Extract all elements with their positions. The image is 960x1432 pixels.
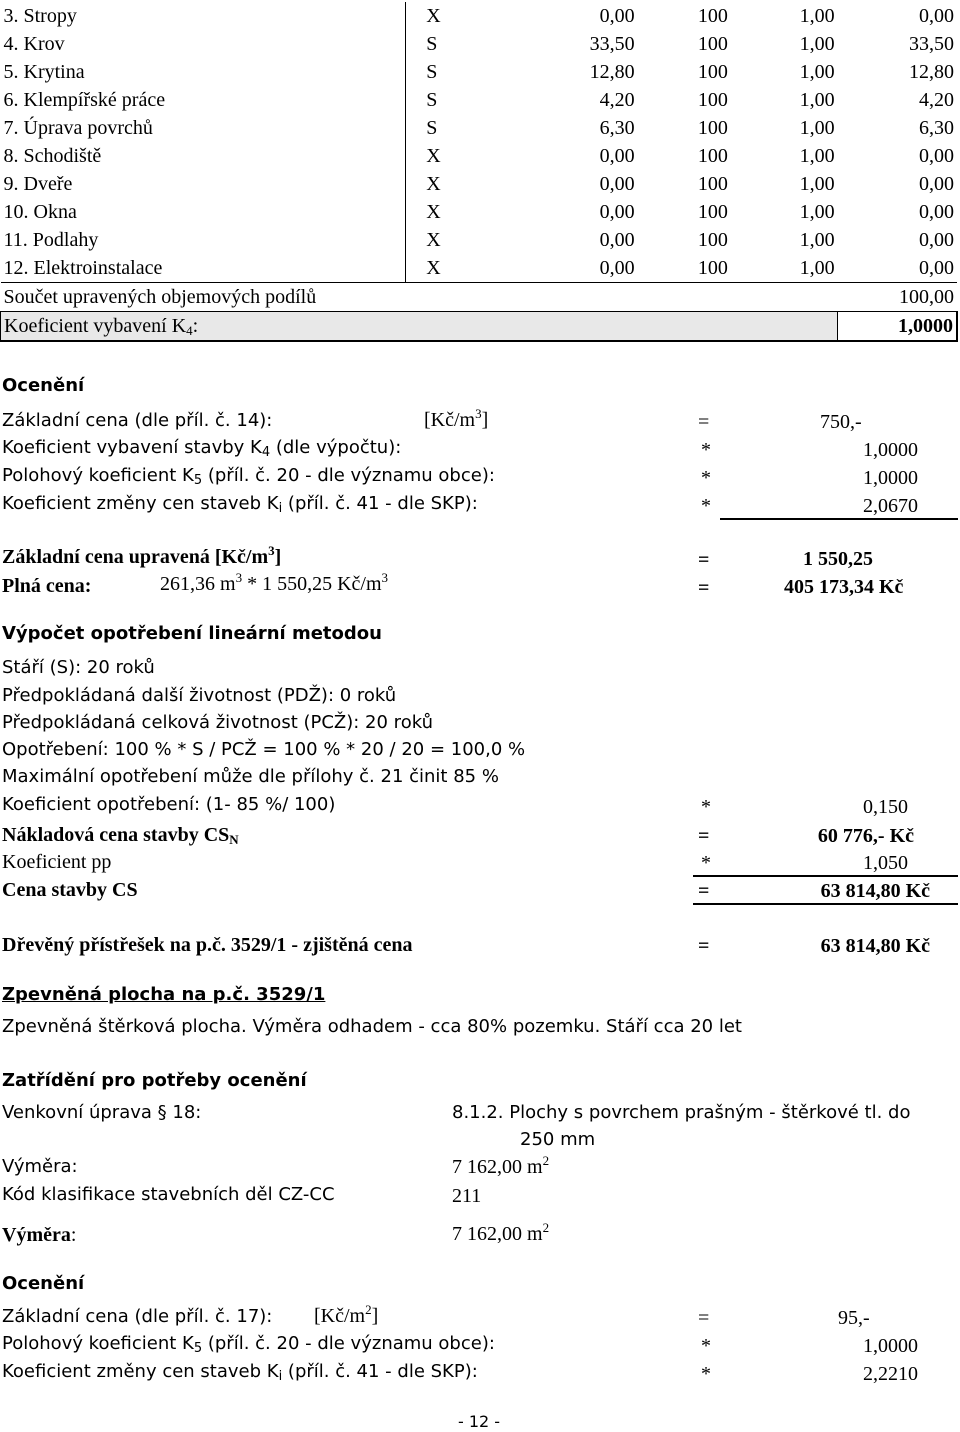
zakladni-cena2-op: =	[698, 1307, 710, 1329]
kib-value: 2,2210	[863, 1363, 918, 1385]
row-value-4: 0,00	[919, 173, 954, 195]
row-code: X	[426, 201, 441, 223]
table-row	[1, 254, 958, 283]
row-value-4: 33,50	[909, 33, 954, 55]
venkovni-uprava-value-line1: 8.1.2. Plochy s povrchem prašným - štěrkové tl. do	[452, 1102, 911, 1123]
kib-op: *	[701, 1363, 711, 1385]
row-name: 6. Klempířské práce	[1, 86, 406, 114]
koef-value: 1,0000	[838, 312, 957, 342]
zakladni-cena-label: Základní cena (dle příl. č. 14):	[2, 410, 273, 431]
row-value-1: 0,00	[599, 201, 635, 223]
cena-stavby-value: 63 814,80 Kč	[820, 880, 930, 902]
row-value-2: 100	[697, 229, 728, 251]
upravena-label: Základní cena upravená $[Kč/m^3]$	[2, 543, 282, 568]
row-value-4: 0,00	[919, 5, 954, 27]
table-row	[1, 226, 958, 254]
k5-label: Polohový koeficient $K_5$ (příl. č. 20 - dle významu obce):	[2, 465, 495, 488]
row-code: S	[426, 89, 438, 111]
row-name: 4. Krov	[1, 30, 406, 58]
row-value-1: 12,80	[589, 61, 635, 83]
zakladni-cena-op: =	[698, 411, 710, 433]
row-code: S	[426, 61, 438, 83]
k5-value: 1,0000	[863, 467, 918, 489]
zakladni-cena2-unit: $[Kč/m^2]$	[314, 1302, 379, 1327]
row-code: X	[426, 173, 441, 195]
row-value-1: 0,00	[599, 229, 635, 251]
row-value-2: 100	[697, 173, 728, 195]
row-value-1: 33,50	[589, 33, 635, 55]
k5-op: *	[701, 467, 711, 489]
koef-pp-value: 1,050	[863, 852, 908, 874]
cena-stavby-label: Cena stavby CS	[2, 879, 138, 901]
row-value-2: 100	[697, 201, 728, 223]
row-value-3: 1,00	[799, 201, 835, 223]
row-value-2: 100	[697, 61, 728, 83]
sum-value: 100,00	[838, 283, 957, 312]
venkovni-uprava-value-line2: 250 mm	[520, 1129, 596, 1150]
row-value-1: 6,30	[599, 117, 635, 139]
opotrebeni-heading: Výpočet opotřebení lineární metodou	[2, 623, 382, 644]
row-name: 9. Dveře	[1, 170, 406, 198]
ki-label: Koeficient změny cen staveb $K_i$ (příl. č. 41 - dle SKP):	[2, 493, 478, 516]
vymera-total-label: Výměra:	[2, 1224, 77, 1246]
row-value-3: 1,00	[799, 229, 835, 251]
plna-cena-op: =	[698, 577, 710, 599]
zatrideni-heading: Zatřídění pro potřeby ocenění	[2, 1070, 307, 1091]
zakladni-cena2-label: Základní cena (dle příl. č. 17):	[2, 1306, 273, 1327]
koef-label: Koeficient vybavení $K_4$:	[1, 312, 838, 342]
row-value-3: 1,00	[799, 117, 835, 139]
row-value-1: 0,00	[599, 145, 635, 167]
row-value-4: 12,80	[909, 61, 954, 83]
k4-op: *	[701, 439, 711, 461]
row-value-3: 1,00	[799, 145, 835, 167]
row-value-4: 6,30	[919, 117, 954, 139]
table-row	[1, 142, 958, 170]
pp-underline	[693, 875, 958, 877]
k4-label: Koeficient vybavení stavby $K_4$ (dle výpočtu):	[2, 437, 402, 460]
row-value-4: 0,00	[919, 229, 954, 251]
oceneni-heading: Ocenění	[2, 375, 85, 396]
k5b-value: 1,0000	[863, 1335, 918, 1357]
k4-value: 1,0000	[863, 439, 918, 461]
row-value-3: 1,00	[799, 5, 835, 27]
cost-table	[0, 2, 958, 342]
kod-label: Kód klasifikace stavebních děl CZ-CC	[2, 1184, 335, 1205]
row-code: S	[426, 117, 438, 139]
row-value-2: 100	[697, 5, 728, 27]
row-value-3: 1,00	[799, 173, 835, 195]
sum-label: Součet upravených objemových podílů	[1, 283, 838, 312]
ki-underline	[720, 518, 958, 520]
koef-opotrebeni-label: Koeficient opotřebení: (1- 85 %/ 100)	[2, 794, 336, 815]
row-value-3: 1,00	[799, 89, 835, 111]
row-value-4: 0,00	[919, 257, 954, 279]
zakladni-cena-value: 750,-	[820, 411, 862, 433]
zakladni-cena2-value: 95,-	[838, 1307, 870, 1329]
row-value-2: 100	[697, 33, 728, 55]
plocha-desc: Zpevněná štěrková plocha. Výměra odhadem - cca 80% pozemku. Stáří cca 20 let	[2, 1016, 742, 1037]
koef-pp-label: Koeficient pp	[2, 851, 112, 873]
row-value-3: 1,00	[799, 61, 835, 83]
table-row	[1, 198, 958, 226]
kod-value: 211	[452, 1185, 482, 1207]
table-row	[1, 2, 958, 30]
pristresek-value: 63 814,80 Kč	[820, 935, 930, 957]
row-value-4: 0,00	[919, 201, 954, 223]
row-code: X	[426, 145, 441, 167]
cost-table-body	[1, 2, 958, 283]
row-value-2: 100	[697, 117, 728, 139]
table-row	[1, 86, 958, 114]
nakladova-cena-value: 60 776,- Kč	[817, 825, 914, 847]
stari-text: Stáří (S): 20 roků	[2, 657, 155, 678]
plna-cena-label: Plná cena:	[2, 575, 92, 597]
k5b-label: Polohový koeficient $K_5$ (příl. č. 20 - dle významu obce):	[2, 1333, 495, 1356]
row-value-1: 0,00	[599, 173, 635, 195]
table-row	[1, 170, 958, 198]
vymera-label: Výměra:	[2, 1156, 78, 1177]
row-value-3: 1,00	[799, 33, 835, 55]
row-value-2: 100	[697, 257, 728, 279]
row-value-2: 100	[697, 145, 728, 167]
vymera-value: 7 162,00 $m^2$	[452, 1153, 550, 1178]
page-number: - 12 -	[458, 1412, 501, 1431]
row-value-4: 4,20	[919, 89, 954, 111]
row-name: 11. Podlahy	[1, 226, 406, 254]
koef-opotrebeni-op: *	[701, 796, 711, 818]
row-value-4: 0,00	[919, 145, 954, 167]
pdz-text: Předpokládaná další životnost (PDŽ): 0 roků	[2, 685, 397, 706]
table-row	[1, 30, 958, 58]
nakladova-cena-label: Nákladová cena stavby $CS_N$	[2, 824, 239, 847]
table-row	[1, 114, 958, 142]
row-code: X	[426, 5, 441, 27]
pristresek-label: Dřevěný přístřešek na p.č. 3529/1 - zjištěná cena	[2, 934, 413, 956]
plna-cena-expr: 261,36 $m^3 * 1$ 550,25 $Kč/m^3$	[160, 570, 388, 595]
koef-row	[1, 312, 958, 342]
cena-underline	[693, 903, 958, 905]
row-value-1: 0,00	[599, 257, 635, 279]
cena-stavby-op: =	[698, 880, 710, 902]
oceneni2-heading: Ocenění	[2, 1273, 85, 1294]
row-code: X	[426, 257, 441, 279]
row-name: 3. Stropy	[1, 2, 406, 30]
nakladova-cena-op: =	[698, 825, 710, 847]
row-value-3: 1,00	[799, 257, 835, 279]
ki-value: 2,0670	[863, 495, 918, 517]
pristresek-op: =	[698, 935, 710, 957]
ki-op: *	[701, 495, 711, 517]
row-value-1: 4,20	[599, 89, 635, 111]
row-value-1: 0,00	[599, 5, 635, 27]
koef-opotrebeni-value: 0,150	[863, 796, 908, 818]
table-row	[1, 58, 958, 86]
upravena-op: =	[698, 549, 710, 571]
max-opotrebeni-text: Maximální opotřebení může dle přílohy č. 21 činit 85 %	[2, 766, 499, 787]
row-name: 10. Okna	[1, 198, 406, 226]
row-name: 5. Krytina	[1, 58, 406, 86]
sum-row	[1, 283, 958, 312]
plocha-heading: Zpevněná plocha na p.č. 3529/1	[2, 984, 326, 1005]
row-name: 8. Schodiště	[1, 142, 406, 170]
row-code: X	[426, 229, 441, 251]
upravena-value: 1 550,25	[803, 548, 873, 570]
vymera-total-value: 7 162,00 $m^2$	[452, 1220, 550, 1245]
koef-pp-op: *	[701, 852, 711, 874]
pcz-text: Předpokládaná celková životnost (PCŽ): 20 roků	[2, 712, 433, 733]
row-name: 12. Elektroinstalace	[1, 254, 406, 283]
venkovni-uprava-label: Venkovní úprava § 18:	[2, 1102, 202, 1123]
row-code: S	[426, 33, 438, 55]
row-value-2: 100	[697, 89, 728, 111]
row-name: 7. Úprava povrchů	[1, 114, 406, 142]
kib-label: Koeficient změny cen staveb $K_i$ (příl. č. 41 - dle SKP):	[2, 1361, 478, 1384]
opotrebeni-text: Opotřebení: 100 % * S / PCŽ = 100 % * 20 / 20 = 100,0 %	[2, 739, 526, 760]
plna-cena-value: 405 173,34 Kč	[784, 576, 904, 598]
zakladni-cena-unit: $[Kč/m^3]$	[424, 406, 489, 431]
k5b-op: *	[701, 1335, 711, 1357]
